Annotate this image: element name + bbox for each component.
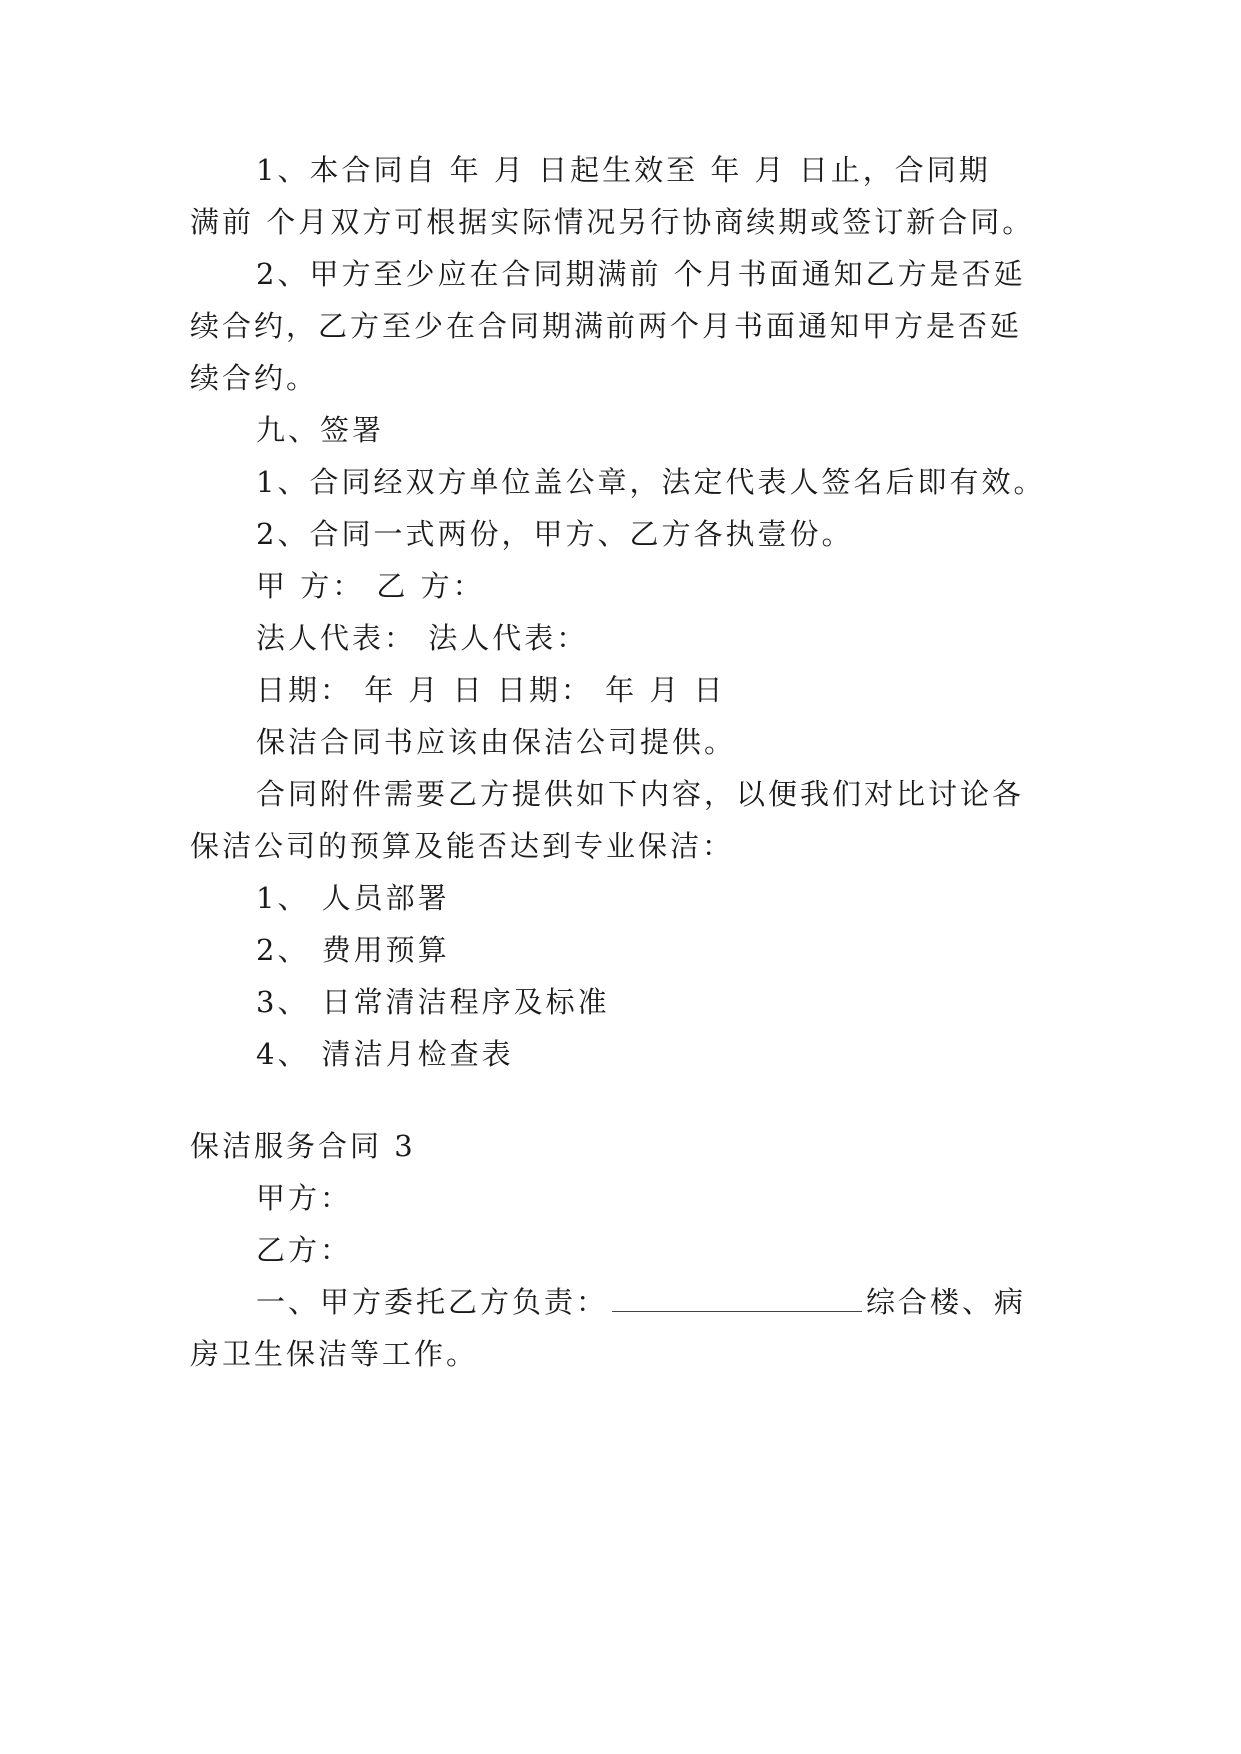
text-line: 满前 个月双方可根据实际情况另行协商续期或签订新合同。 bbox=[190, 205, 1035, 239]
text-line: 续合约，乙方至少在合同期满前两个月书面通知甲方是否延 bbox=[190, 309, 1023, 343]
text-line: 续合约。 bbox=[190, 361, 319, 395]
text-segment: 综合楼、病 bbox=[866, 1285, 1027, 1319]
fill-in-blank bbox=[612, 1283, 862, 1312]
signature-party-line: 甲 方： 乙 方： bbox=[256, 569, 485, 603]
text-line: 房卫生保洁等工作。 bbox=[190, 1337, 479, 1371]
text-line: 保洁合同书应该由保洁公司提供。 bbox=[256, 725, 737, 759]
text-line: 保洁公司的预算及能否达到专业保洁： bbox=[190, 829, 735, 863]
text-line: 1、本合同自 年 月 日起生效至 年 月 日止，合同期 bbox=[256, 153, 991, 187]
text-segment: 一、甲方委托乙方负责： bbox=[256, 1285, 609, 1319]
text-line: 合同附件需要乙方提供如下内容，以便我们对比讨论各 bbox=[256, 777, 1025, 811]
party-b-line: 乙方： bbox=[256, 1233, 353, 1267]
list-item: 1、 人员部署 bbox=[256, 881, 450, 915]
text-line: 2、合同一式两份，甲方、乙方各执壹份。 bbox=[256, 517, 854, 551]
party-a-line: 甲方： bbox=[256, 1181, 353, 1215]
text-line: 1、合同经双方单位盖公章，法定代表人签名后即有效。 bbox=[256, 465, 1046, 499]
list-item: 2、 费用预算 bbox=[256, 933, 450, 967]
signature-date-line: 日期： 年 月 日 日期： 年 月 日 bbox=[256, 673, 726, 707]
text-line: 2、甲方至少应在合同期满前 个月书面通知乙方是否延 bbox=[256, 257, 1026, 291]
signature-representative-line: 法人代表： 法人代表： bbox=[256, 621, 589, 655]
list-item: 3、 日常清洁程序及标准 bbox=[256, 985, 610, 1019]
section-heading: 九、签署 bbox=[256, 413, 385, 447]
list-item: 4、 清洁月检查表 bbox=[256, 1037, 514, 1071]
document-title: 保洁服务合同 3 bbox=[190, 1129, 416, 1163]
text-line bbox=[256, 1282, 1136, 1322]
